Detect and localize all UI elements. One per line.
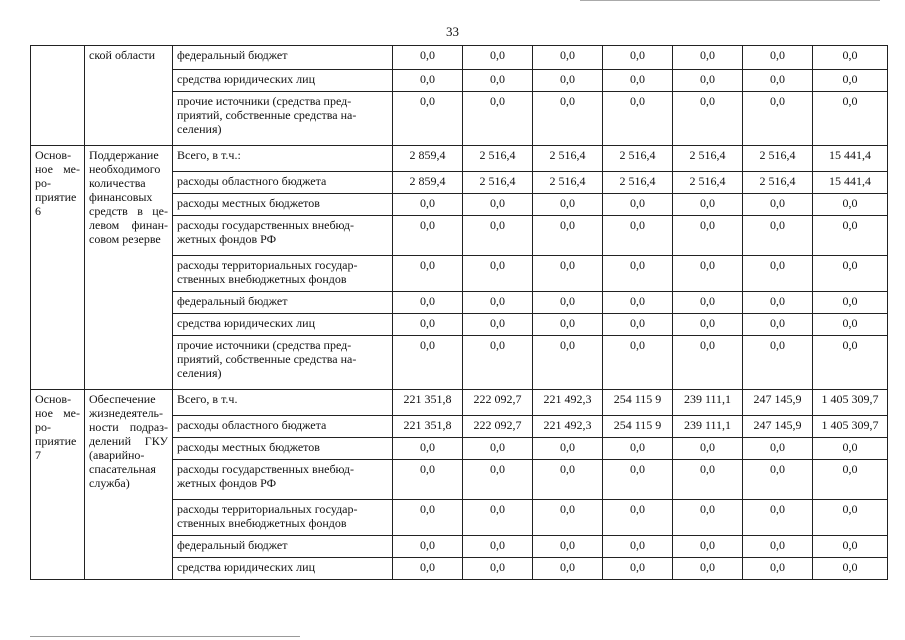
total-value-cell: 0,0 bbox=[813, 558, 888, 580]
year-value-cell: 0,0 bbox=[743, 256, 813, 292]
year-value-cell: 221 492,3 bbox=[533, 390, 603, 416]
year-value-cell: 0,0 bbox=[603, 536, 673, 558]
year-value-cell: 0,0 bbox=[603, 194, 673, 216]
year-value-cell: 0,0 bbox=[393, 536, 463, 558]
year-value-cell: 2 516,4 bbox=[533, 172, 603, 194]
year-value-cell: 0,0 bbox=[673, 438, 743, 460]
year-value-cell: 0,0 bbox=[463, 536, 533, 558]
year-value-cell: 0,0 bbox=[673, 92, 743, 146]
year-value-cell: 0,0 bbox=[743, 216, 813, 256]
year-value-cell: 0,0 bbox=[673, 70, 743, 92]
year-value-cell: 247 145,9 bbox=[743, 416, 813, 438]
total-value-cell: 0,0 bbox=[813, 194, 888, 216]
total-value-cell: 0,0 bbox=[813, 292, 888, 314]
total-value-cell: 0,0 bbox=[813, 92, 888, 146]
total-value-cell: 0,0 bbox=[813, 314, 888, 336]
year-value-cell: 247 145,9 bbox=[743, 390, 813, 416]
year-value-cell: 2 516,4 bbox=[463, 146, 533, 172]
year-value-cell: 0,0 bbox=[463, 336, 533, 390]
year-value-cell: 0,0 bbox=[533, 46, 603, 70]
year-value-cell: 0,0 bbox=[463, 46, 533, 70]
year-value-cell: 0,0 bbox=[463, 500, 533, 536]
year-value-cell: 0,0 bbox=[673, 558, 743, 580]
year-value-cell: 0,0 bbox=[463, 438, 533, 460]
year-value-cell: 0,0 bbox=[463, 256, 533, 292]
year-value-cell: 0,0 bbox=[393, 292, 463, 314]
year-value-cell: 0,0 bbox=[603, 438, 673, 460]
year-value-cell: 0,0 bbox=[673, 500, 743, 536]
year-value-cell: 0,0 bbox=[603, 70, 673, 92]
year-value-cell: 0,0 bbox=[393, 216, 463, 256]
year-value-cell: 0,0 bbox=[743, 70, 813, 92]
funding-source-cell: расходы местных бюджетов bbox=[173, 438, 393, 460]
year-value-cell: 0,0 bbox=[603, 256, 673, 292]
year-value-cell: 239 111,1 bbox=[673, 416, 743, 438]
year-value-cell: 0,0 bbox=[673, 216, 743, 256]
year-value-cell: 0,0 bbox=[603, 46, 673, 70]
year-value-cell: 254 115 9 bbox=[603, 416, 673, 438]
year-value-cell: 2 516,4 bbox=[743, 146, 813, 172]
year-value-cell: 0,0 bbox=[463, 460, 533, 500]
year-value-cell: 0,0 bbox=[673, 194, 743, 216]
year-value-cell: 0,0 bbox=[743, 314, 813, 336]
table-row bbox=[31, 146, 888, 172]
year-value-cell: 0,0 bbox=[743, 438, 813, 460]
year-value-cell: 0,0 bbox=[743, 194, 813, 216]
year-value-cell: 0,0 bbox=[603, 558, 673, 580]
year-value-cell: 221 351,8 bbox=[393, 390, 463, 416]
total-value-cell: 0,0 bbox=[813, 460, 888, 500]
table-row bbox=[31, 46, 888, 70]
year-value-cell: 0,0 bbox=[533, 536, 603, 558]
activity-name-cell: ской области bbox=[85, 46, 173, 146]
year-value-cell: 0,0 bbox=[603, 336, 673, 390]
activity-number-cell: Основ-ное ме-ро-приятие 6 bbox=[31, 146, 85, 390]
year-value-cell: 0,0 bbox=[603, 92, 673, 146]
year-value-cell: 0,0 bbox=[533, 70, 603, 92]
year-value-cell: 254 115 9 bbox=[603, 390, 673, 416]
year-value-cell: 222 092,7 bbox=[463, 416, 533, 438]
total-value-cell: 15 441,4 bbox=[813, 172, 888, 194]
year-value-cell: 0,0 bbox=[743, 46, 813, 70]
year-value-cell: 0,0 bbox=[673, 336, 743, 390]
funding-source-cell: прочие источники (средства пред-приятий, собственные средства на-селения) bbox=[173, 92, 393, 146]
year-value-cell: 239 111,1 bbox=[673, 390, 743, 416]
year-value-cell: 0,0 bbox=[393, 500, 463, 536]
total-value-cell: 0,0 bbox=[813, 46, 888, 70]
total-value-cell: 15 441,4 bbox=[813, 146, 888, 172]
funding-source-cell: прочие источники (средства пред-приятий, собственные средства на-селения) bbox=[173, 336, 393, 390]
year-value-cell: 0,0 bbox=[393, 314, 463, 336]
year-value-cell: 2 516,4 bbox=[673, 146, 743, 172]
year-value-cell: 0,0 bbox=[463, 558, 533, 580]
funding-source-cell: федеральный бюджет bbox=[173, 536, 393, 558]
footnote-line bbox=[30, 636, 300, 637]
year-value-cell: 0,0 bbox=[603, 314, 673, 336]
year-value-cell: 0,0 bbox=[463, 194, 533, 216]
year-value-cell: 0,0 bbox=[533, 314, 603, 336]
year-value-cell: 2 516,4 bbox=[603, 146, 673, 172]
page-number: 33 bbox=[446, 24, 459, 39]
year-value-cell: 0,0 bbox=[393, 558, 463, 580]
funding-source-cell: расходы территориальных государ-ственных внебюджетных фондов bbox=[173, 256, 393, 292]
year-value-cell: 0,0 bbox=[673, 536, 743, 558]
funding-source-cell: средства юридических лиц bbox=[173, 558, 393, 580]
year-value-cell: 0,0 bbox=[673, 256, 743, 292]
year-value-cell: 0,0 bbox=[463, 70, 533, 92]
year-value-cell: 0,0 bbox=[743, 558, 813, 580]
year-value-cell: 0,0 bbox=[743, 536, 813, 558]
year-value-cell: 0,0 bbox=[743, 292, 813, 314]
total-value-cell: 0,0 bbox=[813, 70, 888, 92]
year-value-cell: 0,0 bbox=[533, 292, 603, 314]
funding-source-cell: расходы государственных внебюд-жетных фондов РФ bbox=[173, 216, 393, 256]
year-value-cell: 0,0 bbox=[603, 216, 673, 256]
funding-source-cell: расходы государственных внебюд-жетных фондов РФ bbox=[173, 460, 393, 500]
year-value-cell: 221 492,3 bbox=[533, 416, 603, 438]
year-value-cell: 0,0 bbox=[393, 70, 463, 92]
total-value-cell: 1 405 309,7 bbox=[813, 416, 888, 438]
year-value-cell: 0,0 bbox=[393, 336, 463, 390]
year-value-cell: 2 859,4 bbox=[393, 146, 463, 172]
year-value-cell: 0,0 bbox=[393, 92, 463, 146]
year-value-cell: 0,0 bbox=[463, 314, 533, 336]
year-value-cell: 0,0 bbox=[393, 460, 463, 500]
funding-source-cell: средства юридических лиц bbox=[173, 70, 393, 92]
activity-number-cell: Основ-ное ме-ро-приятие 7 bbox=[31, 390, 85, 580]
table-row bbox=[31, 390, 888, 416]
year-value-cell: 0,0 bbox=[673, 314, 743, 336]
activity-name-cell: Обеспечение жизнедеятель-ности подраз-делений ГКУ (аварийно-спасательная служба) bbox=[85, 390, 173, 580]
budget-table bbox=[30, 45, 888, 580]
year-value-cell: 221 351,8 bbox=[393, 416, 463, 438]
year-value-cell: 0,0 bbox=[463, 292, 533, 314]
year-value-cell: 0,0 bbox=[393, 256, 463, 292]
year-value-cell: 0,0 bbox=[533, 500, 603, 536]
top-edge-line bbox=[580, 0, 880, 1]
year-value-cell: 0,0 bbox=[533, 256, 603, 292]
year-value-cell: 2 516,4 bbox=[533, 146, 603, 172]
funding-source-cell: федеральный бюджет bbox=[173, 46, 393, 70]
total-value-cell: 0,0 bbox=[813, 216, 888, 256]
funding-source-cell: федеральный бюджет bbox=[173, 292, 393, 314]
total-value-cell: 0,0 bbox=[813, 536, 888, 558]
year-value-cell: 0,0 bbox=[673, 292, 743, 314]
year-value-cell: 2 516,4 bbox=[603, 172, 673, 194]
year-value-cell: 0,0 bbox=[603, 500, 673, 536]
funding-source-cell: средства юридических лиц bbox=[173, 314, 393, 336]
year-value-cell: 0,0 bbox=[673, 460, 743, 500]
year-value-cell: 0,0 bbox=[533, 194, 603, 216]
total-value-cell: 0,0 bbox=[813, 500, 888, 536]
year-value-cell: 0,0 bbox=[533, 438, 603, 460]
total-value-cell: 0,0 bbox=[813, 336, 888, 390]
total-value-cell: 0,0 bbox=[813, 438, 888, 460]
year-value-cell: 0,0 bbox=[393, 194, 463, 216]
year-value-cell: 0,0 bbox=[603, 460, 673, 500]
year-value-cell: 0,0 bbox=[743, 460, 813, 500]
year-value-cell: 0,0 bbox=[533, 558, 603, 580]
year-value-cell: 0,0 bbox=[743, 92, 813, 146]
funding-source-cell: расходы областного бюджета bbox=[173, 172, 393, 194]
year-value-cell: 2 859,4 bbox=[393, 172, 463, 194]
year-value-cell: 2 516,4 bbox=[673, 172, 743, 194]
year-value-cell: 0,0 bbox=[533, 336, 603, 390]
total-value-cell: 0,0 bbox=[813, 256, 888, 292]
year-value-cell: 0,0 bbox=[393, 46, 463, 70]
year-value-cell: 0,0 bbox=[743, 500, 813, 536]
activity-number-cell bbox=[31, 46, 85, 146]
year-value-cell: 0,0 bbox=[533, 92, 603, 146]
year-value-cell: 222 092,7 bbox=[463, 390, 533, 416]
funding-source-cell: Всего, в т.ч. bbox=[173, 390, 393, 416]
funding-source-cell: Всего, в т.ч.: bbox=[173, 146, 393, 172]
total-value-cell: 1 405 309,7 bbox=[813, 390, 888, 416]
activity-name-cell: Поддержание необходимого количества финансовых средств в це-левом финан-совом резерве bbox=[85, 146, 173, 390]
funding-source-cell: расходы территориальных государ-ственных внебюджетных фондов bbox=[173, 500, 393, 536]
year-value-cell: 2 516,4 bbox=[743, 172, 813, 194]
year-value-cell: 0,0 bbox=[743, 336, 813, 390]
year-value-cell: 0,0 bbox=[393, 438, 463, 460]
year-value-cell: 0,0 bbox=[673, 46, 743, 70]
year-value-cell: 0,0 bbox=[533, 216, 603, 256]
funding-source-cell: расходы областного бюджета bbox=[173, 416, 393, 438]
funding-source-cell: расходы местных бюджетов bbox=[173, 194, 393, 216]
year-value-cell: 2 516,4 bbox=[463, 172, 533, 194]
year-value-cell: 0,0 bbox=[603, 292, 673, 314]
year-value-cell: 0,0 bbox=[463, 216, 533, 256]
year-value-cell: 0,0 bbox=[533, 460, 603, 500]
year-value-cell: 0,0 bbox=[463, 92, 533, 146]
